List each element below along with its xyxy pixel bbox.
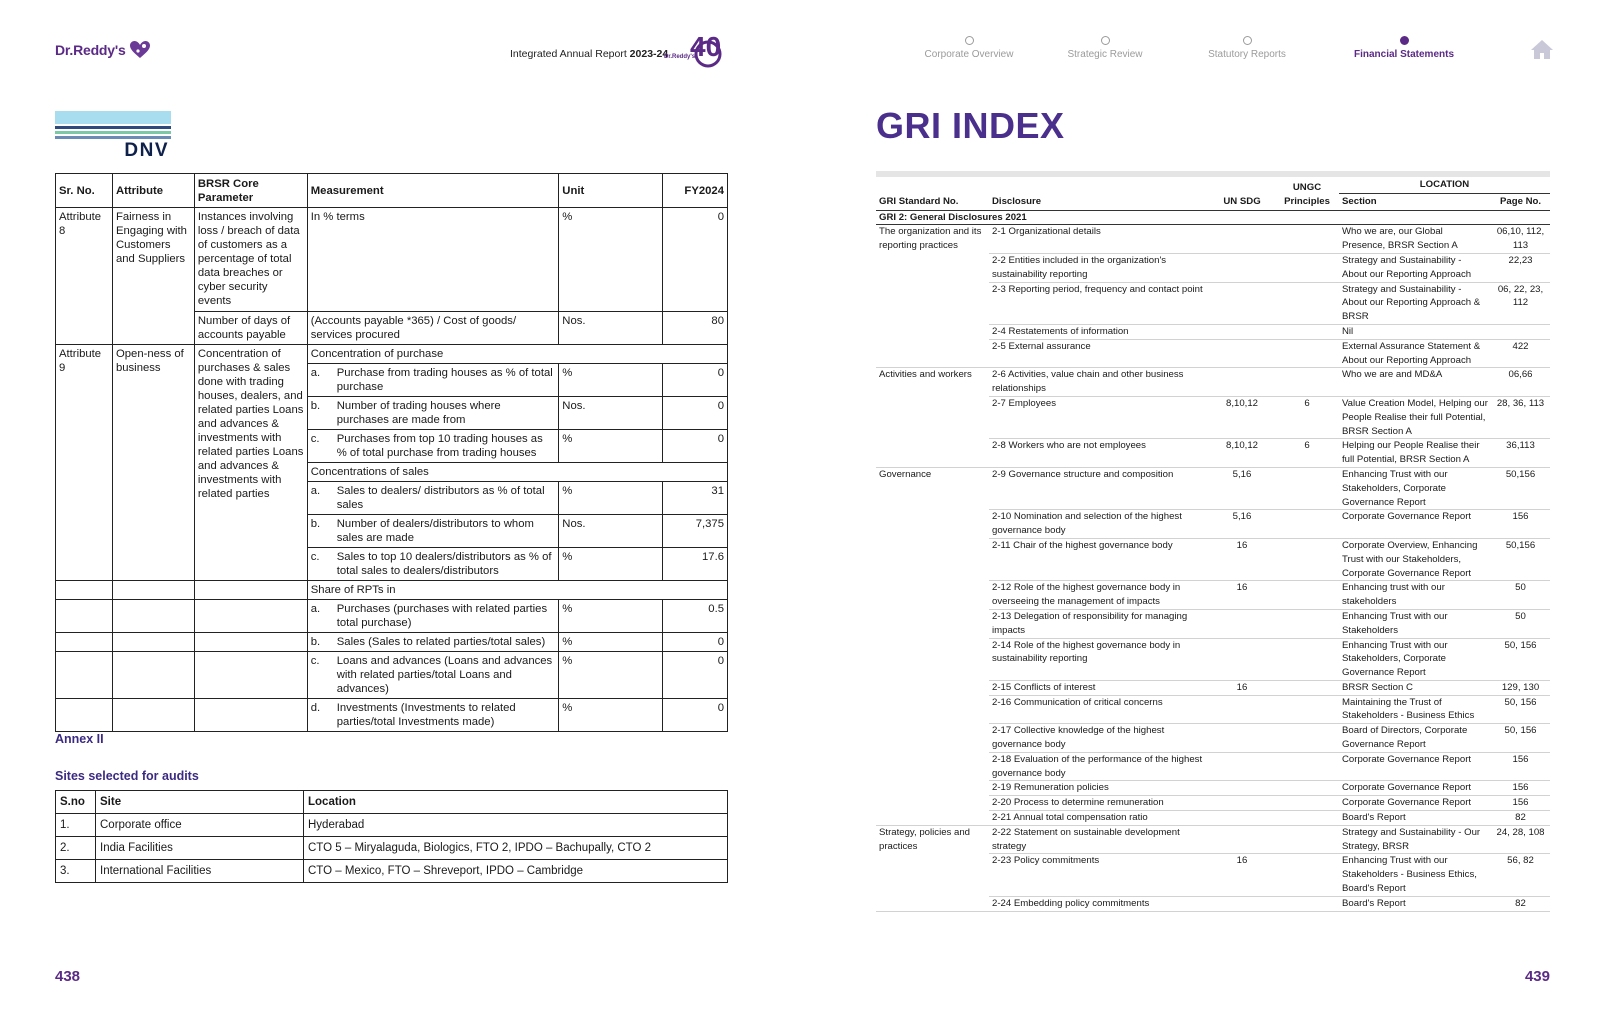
value-cell: 0 [663, 208, 728, 312]
page-no-cell: 50, 156 [1491, 695, 1550, 724]
value-cell: 0 [663, 652, 728, 699]
sdg-cell [1209, 609, 1275, 638]
brsr-core-table [55, 173, 728, 732]
standard-cell [876, 339, 989, 368]
sno-cell: 3. [56, 860, 96, 883]
col-header: Site [96, 791, 304, 814]
unit-cell: Nos. [559, 397, 663, 430]
location-cell: CTO 5 – Miryalaguda, Biologics, FTO 2, IPDO – Bachupally, CTO 2 [304, 837, 728, 860]
location-section-cell: Corporate Governance Report [1339, 510, 1491, 539]
sdg-cell: 8,10,12 [1209, 439, 1275, 468]
ungc-cell [1275, 368, 1339, 397]
standard-cell [876, 752, 989, 781]
sdg-cell [1209, 339, 1275, 368]
disclosure-cell: 2-18 Evaluation of the performance of the highest governance body [989, 752, 1209, 781]
table-row [56, 345, 728, 364]
sites-heading: Sites selected for audits [55, 769, 199, 783]
sdg-cell: 8,10,12 [1209, 396, 1275, 438]
nav-strategic-review[interactable] [1044, 32, 1166, 60]
location-section-cell: Enhancing Trust with our Stakeholders [1339, 609, 1491, 638]
location-section-cell: Board's Report [1339, 896, 1491, 911]
page-no-cell: 06,10, 112, 113 [1491, 225, 1550, 254]
unit-cell: % [559, 699, 663, 732]
ungc-cell [1275, 796, 1339, 811]
report-title-text: Integrated Annual Report [510, 48, 630, 60]
col-header: Disclosure [989, 177, 1209, 210]
table-row [876, 752, 1550, 781]
page-no-cell: 422 [1491, 339, 1550, 368]
location-section-cell: Enhancing Trust with our Stakeholders - Business Ethics, Board's Report [1339, 854, 1491, 896]
unit-cell: Nos. [559, 312, 663, 345]
location-section-cell: Corporate Overview, Enhancing Trust with our Stakeholders, Corporate Governance Report [1339, 538, 1491, 580]
measurement-cell: Number of dealers/distributors to whom sales are made [336, 518, 534, 544]
location-section-cell: Board of Directors, Corporate Governance Report [1339, 724, 1491, 753]
col-header: Attribute [112, 174, 194, 208]
page-no-cell: 82 [1491, 811, 1550, 826]
table-row [876, 439, 1550, 468]
site-cell: Corporate office [96, 814, 304, 837]
standard-cell [876, 609, 989, 638]
item-letter: a. [310, 603, 321, 615]
page-no-cell: 82 [1491, 896, 1550, 911]
disclosure-cell: 2-16 Communication of critical concerns [989, 695, 1209, 724]
unit-cell: % [559, 482, 663, 515]
location-section-cell: Who we are, our Global Presence, BRSR Section A [1339, 225, 1491, 254]
disclosure-cell: 2-3 Reporting period, frequency and contact point [989, 282, 1209, 324]
sdg-cell [1209, 282, 1275, 324]
location-section-cell: Maintaining the Trust of Stakeholders - Business Ethics [1339, 695, 1491, 724]
sdg-cell [1209, 638, 1275, 680]
standard-cell: Strategy, policies and practices [879, 826, 971, 852]
table-row [56, 837, 728, 860]
table-row [876, 796, 1550, 811]
table-row [876, 467, 1550, 509]
sdg-cell: 16 [1209, 581, 1275, 610]
page-no-cell [1491, 324, 1550, 339]
location-section-cell: Helping our People Realise their full Potential, BRSR Section A [1339, 439, 1491, 468]
disclosure-cell: 2-22 Statement on sustainable development strategy [989, 825, 1209, 854]
page-no-cell: 156 [1491, 752, 1550, 781]
standard-cell [876, 811, 989, 826]
nav-label: Corporate Overview [924, 49, 1014, 60]
col-header: UN SDG [1209, 177, 1275, 210]
table-row [876, 811, 1550, 826]
table-row [876, 638, 1550, 680]
standard-cell: The organization and its reporting practices [879, 226, 982, 252]
item-letter: b. [310, 636, 321, 648]
page-no-cell: 06, 22, 23, 112 [1491, 282, 1550, 324]
table-row [876, 538, 1550, 580]
table-row [876, 896, 1550, 911]
unit-cell: % [559, 364, 663, 397]
location-section-cell: BRSR Section C [1339, 680, 1491, 695]
ungc-cell [1275, 724, 1339, 753]
disclosure-cell: 2-6 Activities, value chain and other business relationships [989, 368, 1209, 397]
parameter-cell: Number of days of accounts payable [194, 312, 307, 345]
ungc-cell [1275, 854, 1339, 896]
standard-cell [876, 724, 989, 753]
value-cell: 80 [663, 312, 728, 345]
nav-financial-statements[interactable] [1334, 32, 1474, 60]
value-cell: 0.5 [663, 600, 728, 633]
ungc-cell [1275, 752, 1339, 781]
location-section-cell: Strategy and Sustainability - About our Reporting Approach [1339, 253, 1491, 282]
ungc-cell: 6 [1275, 439, 1339, 468]
col-header: Measurement [307, 174, 559, 208]
location-section-cell: Corporate Governance Report [1339, 781, 1491, 796]
table-row [876, 609, 1550, 638]
table-row [876, 825, 1550, 854]
sno-cell: 2. [56, 837, 96, 860]
page-no-cell: 50, 156 [1491, 638, 1550, 680]
section-nav [924, 32, 1455, 60]
attribute-cell: Open-ness of business [112, 345, 194, 581]
site-cell: International Facilities [96, 860, 304, 883]
location-cell: Hyderabad [304, 814, 728, 837]
nav-label: Statutory Reports [1208, 49, 1286, 60]
standard-cell [876, 324, 989, 339]
heart-logo-icon [129, 40, 151, 60]
standard-cell [876, 581, 989, 610]
table-row [876, 324, 1550, 339]
col-header: LOCATION [1339, 177, 1550, 193]
standard-cell [876, 854, 989, 896]
site-cell: India Facilities [96, 837, 304, 860]
nav-corporate-overview[interactable] [910, 32, 1028, 60]
sr-no-cell: Attribute 8 [56, 208, 113, 345]
disclosure-cell: 2-14 Role of the highest governance body in sustainability reporting [989, 638, 1209, 680]
table-row [876, 581, 1550, 610]
annex-heading: Annex II [55, 732, 104, 746]
sdg-cell [1209, 781, 1275, 796]
disclosure-cell: 2-11 Chair of the highest governance body [989, 538, 1209, 580]
unit-cell: % [559, 208, 663, 312]
measurement-cell: Purchases from top 10 trading houses as % of total purchase from trading houses [336, 433, 543, 459]
item-letter: b. [310, 518, 321, 530]
ungc-cell [1275, 695, 1339, 724]
ungc-cell [1275, 467, 1339, 509]
standard-cell [876, 896, 989, 911]
ungc-cell [1275, 253, 1339, 282]
standard-cell: Governance [879, 468, 932, 480]
sdg-cell [1209, 695, 1275, 724]
disclosure-cell: 2-17 Collective knowledge of the highest governance body [989, 724, 1209, 753]
location-section-cell: Corporate Governance Report [1339, 752, 1491, 781]
ungc-cell [1275, 538, 1339, 580]
location-section-cell: Value Creation Model, Helping our People Realise their full Potential, BRSR Section A [1339, 396, 1491, 438]
attribute-cell: Fairness in Engaging with Customers and Suppliers [112, 208, 194, 345]
ungc-cell [1275, 638, 1339, 680]
value-cell: 0 [663, 633, 728, 652]
dnv-logo [55, 111, 171, 161]
col-header: S.no [56, 791, 96, 814]
disclosure-cell: 2-23 Policy commitments [989, 854, 1209, 896]
disclosure-cell: 2-1 Organizational details [989, 225, 1209, 254]
standard-cell [876, 510, 989, 539]
table-row [876, 225, 1550, 254]
value-cell: 0 [663, 364, 728, 397]
unit-cell: % [559, 430, 663, 463]
col-header: Location [304, 791, 728, 814]
value-cell: 7,375 [663, 515, 728, 548]
table-row [56, 860, 728, 883]
measurement-cell: (Accounts payable *365) / Cost of goods/ services procured [307, 312, 559, 345]
dnv-text: DNV [124, 140, 169, 161]
item-letter: c. [310, 551, 320, 563]
gri-index-table-wrap [876, 171, 1550, 912]
standard-cell [876, 638, 989, 680]
sdg-cell [1209, 811, 1275, 826]
item-letter: a. [310, 485, 321, 497]
value-cell: 0 [663, 699, 728, 732]
page-no-cell: 156 [1491, 781, 1550, 796]
home-icon[interactable] [1530, 38, 1554, 60]
page-no-cell: 28, 36, 113 [1491, 396, 1550, 438]
measurement-cell: Number of trading houses where purchases are made from [336, 400, 501, 426]
disclosure-cell: 2-9 Governance structure and composition [989, 467, 1209, 509]
table-header-row [56, 791, 728, 814]
subheading-cell: Share of RPTs in [307, 581, 727, 600]
sdg-cell [1209, 253, 1275, 282]
table-row [56, 699, 728, 732]
logo-text: Dr.Reddy's [55, 42, 126, 58]
disclosure-cell: 2-21 Annual total compensation ratio [989, 811, 1209, 826]
table-row [876, 680, 1550, 695]
value-cell: 0 [663, 430, 728, 463]
sdg-cell [1209, 225, 1275, 254]
location-section-cell: Enhancing Trust with our Stakeholders, Corporate Governance Report [1339, 467, 1491, 509]
col-header: GRI Standard No. [876, 177, 989, 210]
table-row [56, 814, 728, 837]
value-cell: 0 [663, 397, 728, 430]
table-row [876, 724, 1550, 753]
page-number-right: 439 [1524, 968, 1550, 985]
measurement-cell: In % terms [307, 208, 559, 312]
table-header-row [56, 174, 728, 208]
sdg-cell [1209, 896, 1275, 911]
table-row [56, 633, 728, 652]
parameter-cell: Instances involving loss / breach of data of customers as a percentage of total data breaches or cyber security events [194, 208, 307, 312]
report-year: 2023-24 [629, 48, 669, 60]
ungc-cell [1275, 896, 1339, 911]
company-logo[interactable] [55, 40, 151, 60]
subheading-cell: Concentration of purchase [307, 345, 727, 364]
disclosure-cell: 2-7 Employees [989, 396, 1209, 438]
disclosure-cell: 2-4 Restatements of information [989, 324, 1209, 339]
location-section-cell: Board's Report [1339, 811, 1491, 826]
nav-label: Financial Statements [1353, 49, 1455, 60]
page-no-cell: 50,156 [1491, 538, 1550, 580]
badge-sub-text: Dr.Reddy's [664, 54, 696, 60]
item-letter: b. [310, 400, 321, 412]
ungc-cell [1275, 781, 1339, 796]
sdg-cell: 5,16 [1209, 510, 1275, 539]
measurement-cell: Sales to top 10 dealers/distributors as % of total sales to dealers/distributors [336, 551, 552, 577]
standard-cell [876, 781, 989, 796]
page-no-cell: 06,66 [1491, 368, 1550, 397]
page-no-cell: 156 [1491, 510, 1550, 539]
page-no-cell: 50, 156 [1491, 724, 1550, 753]
table-row [876, 781, 1550, 796]
sdg-cell [1209, 724, 1275, 753]
report-title [510, 48, 668, 60]
sdg-cell [1209, 796, 1275, 811]
ungc-cell [1275, 225, 1339, 254]
nav-label: Strategic Review [1067, 49, 1143, 60]
standard-cell [876, 796, 989, 811]
page-no-cell: 156 [1491, 796, 1550, 811]
table-header-row [876, 177, 1550, 193]
table-row [56, 581, 728, 600]
ungc-cell [1275, 825, 1339, 854]
col-header: Unit [559, 174, 663, 208]
ungc-cell [1275, 282, 1339, 324]
ungc-cell [1275, 680, 1339, 695]
disclosure-cell: 2-13 Delegation of responsibility for managing impacts [989, 609, 1209, 638]
table-row [876, 253, 1550, 282]
item-letter: c. [310, 433, 320, 445]
sdg-cell [1209, 324, 1275, 339]
gri-index-table [876, 177, 1550, 912]
col-header: FY2024 [663, 174, 728, 208]
table-row [56, 208, 728, 312]
subheading-cell: Concentrations of sales [307, 463, 727, 482]
disclosure-cell: 2-2 Entities included in the organization's sustainability reporting [989, 253, 1209, 282]
nav-dot-icon [1101, 36, 1110, 45]
page-no-cell: 50,156 [1491, 467, 1550, 509]
disclosure-cell: 2-12 Role of the highest governance body in overseeing the management of impacts [989, 581, 1209, 610]
ungc-cell [1275, 609, 1339, 638]
ungc-cell [1275, 324, 1339, 339]
location-section-cell: Nil [1339, 324, 1491, 339]
standard-cell [876, 680, 989, 695]
page-number-left: 438 [55, 968, 81, 985]
table-row [876, 282, 1550, 324]
sdg-cell [1209, 825, 1275, 854]
table-row [56, 600, 728, 633]
measurement-cell: Investments (Investments to related parties/total Investments made) [336, 702, 516, 728]
sdg-cell: 5,16 [1209, 467, 1275, 509]
sdg-cell: 16 [1209, 854, 1275, 896]
location-section-cell: Corporate Governance Report [1339, 796, 1491, 811]
standard-cell [876, 538, 989, 580]
location-section-cell: Who we are and MD&A [1339, 368, 1491, 397]
location-section-cell: Enhancing Trust with our Stakeholders, Corporate Governance Report [1339, 638, 1491, 680]
sdg-cell [1209, 752, 1275, 781]
table-row [876, 339, 1550, 368]
ungc-cell [1275, 339, 1339, 368]
page-no-cell: 24, 28, 108 [1491, 825, 1550, 854]
value-cell: 31 [663, 482, 728, 515]
ungc-cell: 6 [1275, 396, 1339, 438]
section-row [876, 210, 1550, 225]
col-header: UNGC Principles [1275, 177, 1339, 210]
measurement-cell: Loans and advances (Loans and advances with related parties/total Loans and advances) [336, 655, 553, 695]
sdg-cell [1209, 368, 1275, 397]
disclosure-cell: 2-20 Process to determine remuneration [989, 796, 1209, 811]
parameter-cell: Concentration of purchases & sales done with trading houses, dealers, and related parties Loans and advances & investments with related parties Loans and advances & investments with related parties [194, 345, 307, 581]
disclosure-cell: 2-5 External assurance [989, 339, 1209, 368]
standard-cell [876, 282, 989, 324]
page-title: GRI INDEX [876, 105, 1065, 146]
location-section-cell: Enhancing trust with our stakeholders [1339, 581, 1491, 610]
section-title: GRI 2: General Disclosures 2021 [876, 210, 1550, 225]
disclosure-cell: 2-15 Conflicts of interest [989, 680, 1209, 695]
measurement-cell: Purchase from trading houses as % of total purchase [336, 367, 553, 393]
col-header: BRSR Core Parameter [194, 174, 307, 208]
ungc-cell [1275, 581, 1339, 610]
40-years-badge [660, 26, 730, 70]
sdg-cell: 16 [1209, 680, 1275, 695]
page-no-cell: 50 [1491, 609, 1550, 638]
table-row [56, 652, 728, 699]
unit-cell: % [559, 652, 663, 699]
col-header: Page No. [1491, 193, 1550, 210]
table-row [876, 368, 1550, 397]
standard-cell [876, 439, 989, 468]
ungc-cell [1275, 510, 1339, 539]
standard-cell [876, 396, 989, 438]
location-section-cell: External Assurance Statement & About our Reporting Approach [1339, 339, 1491, 368]
measurement-cell: Sales to dealers/ distributors as % of total sales [336, 485, 545, 511]
nav-dot-icon [1243, 36, 1252, 45]
item-letter: d. [310, 702, 321, 714]
location-section-cell: Strategy and Sustainability - About our Reporting Approach & BRSR [1339, 282, 1491, 324]
badge-number: 40 [690, 31, 722, 62]
sno-cell: 1. [56, 814, 96, 837]
disclosure-cell: 2-24 Embedding policy commitments [989, 896, 1209, 911]
nav-dot-icon [965, 36, 974, 45]
sites-table [55, 790, 728, 883]
unit-cell: % [559, 548, 663, 581]
location-section-cell: Strategy and Sustainability - Our Strategy, BRSR [1339, 825, 1491, 854]
nav-dot-icon [1400, 36, 1409, 45]
ungc-cell [1275, 811, 1339, 826]
page-no-cell: 56, 82 [1491, 854, 1550, 896]
disclosure-cell: 2-10 Nomination and selection of the highest governance body [989, 510, 1209, 539]
standard-cell [876, 253, 989, 282]
col-header: Sr. No. [56, 174, 113, 208]
disclosure-cell: 2-8 Workers who are not employees [989, 439, 1209, 468]
standard-cell: Activities and workers [879, 369, 972, 381]
table-row [876, 396, 1550, 438]
page-no-cell: 22,23 [1491, 253, 1550, 282]
item-letter: a. [310, 367, 321, 379]
standard-cell [876, 695, 989, 724]
sdg-cell: 16 [1209, 538, 1275, 580]
page-no-cell: 129, 130 [1491, 680, 1550, 695]
measurement-cell: Purchases (purchases with related parties total purchase) [336, 603, 548, 629]
unit-cell: % [559, 633, 663, 652]
measurement-cell: Sales (Sales to related parties/total sales) [336, 636, 546, 648]
item-letter: c. [310, 655, 320, 667]
sr-no-cell: Attribute 9 [56, 345, 113, 581]
page-no-cell: 50 [1491, 581, 1550, 610]
table-row [876, 695, 1550, 724]
disclosure-cell: 2-19 Remuneration policies [989, 781, 1209, 796]
table-row [876, 510, 1550, 539]
value-cell: 17.6 [663, 548, 728, 581]
unit-cell: % [559, 600, 663, 633]
table-row [876, 854, 1550, 896]
nav-statutory-reports[interactable] [1186, 32, 1308, 60]
col-header: Section [1339, 193, 1491, 210]
unit-cell: Nos. [559, 515, 663, 548]
page-no-cell: 36,113 [1491, 439, 1550, 468]
location-cell: CTO – Mexico, FTO – Shreveport, IPDO – Cambridge [304, 860, 728, 883]
